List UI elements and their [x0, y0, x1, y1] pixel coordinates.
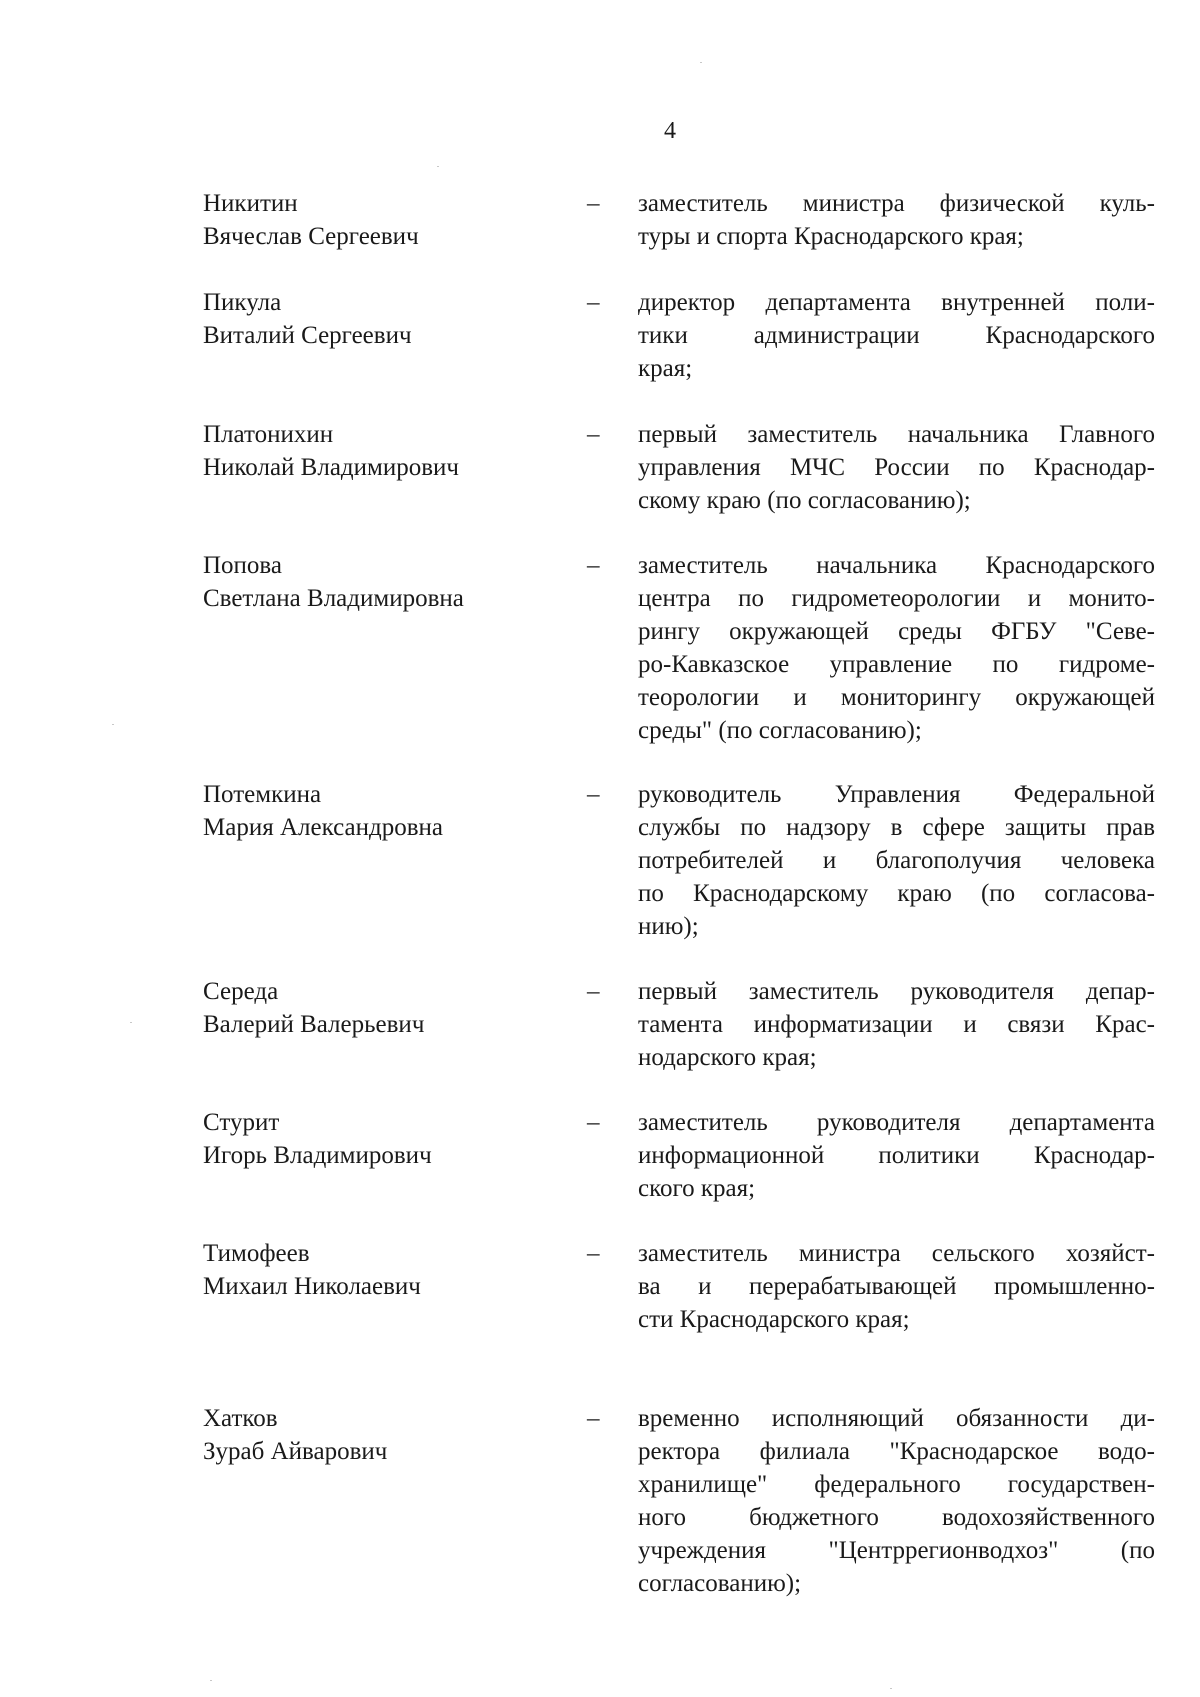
- scan-speck: [437, 166, 439, 167]
- dash-separator: –: [587, 781, 600, 808]
- role-line: первый заместитель начальника Главного: [638, 421, 1155, 448]
- member-role: [638, 418, 1155, 517]
- member-surname: Хатков: [203, 1405, 278, 1432]
- role-line: временно исполняющий обязанности ди-: [638, 1405, 1155, 1432]
- role-line: скому краю (по согласованию);: [638, 487, 971, 514]
- member-role: [638, 1402, 1155, 1600]
- dash-separator: –: [587, 978, 600, 1005]
- member-role: [638, 1106, 1155, 1205]
- role-line: ского края;: [638, 1175, 756, 1202]
- scan-speck: [112, 724, 114, 725]
- role-line: теорологии и мониторингу окружающей: [638, 684, 1155, 711]
- dash-separator: –: [587, 1109, 600, 1136]
- role-line: рингу окружающей среды ФГБУ "Севе-: [638, 618, 1155, 645]
- role-line: ва и перерабатывающей промышленно-: [638, 1273, 1155, 1300]
- member-name: [203, 1402, 563, 1468]
- role-line: хранилище" федерального государствен-: [638, 1471, 1155, 1498]
- role-line: управления МЧС России по Краснодар-: [638, 454, 1155, 481]
- scan-speck: [130, 1022, 132, 1023]
- role-line: директор департамента внутренней поли-: [638, 289, 1155, 316]
- role-line: нию);: [638, 913, 699, 940]
- role-line: сти Краснодарского края;: [638, 1306, 910, 1333]
- member-surname: Стурит: [203, 1109, 280, 1136]
- member-surname: Платонихин: [203, 421, 334, 448]
- member-surname: Попова: [203, 552, 283, 579]
- role-line: заместитель руководителя департамента: [638, 1109, 1155, 1136]
- member-name: [203, 549, 563, 615]
- dash-separator: –: [587, 190, 600, 217]
- dash-separator: –: [587, 552, 600, 579]
- member-surname: Середа: [203, 978, 279, 1005]
- role-line: края;: [638, 355, 693, 382]
- member-role: [638, 975, 1155, 1074]
- member-role: [638, 187, 1155, 253]
- member-given-name: Вячеслав Сергеевич: [203, 223, 419, 250]
- role-line: туры и спорта Краснодарского края;: [638, 223, 1024, 250]
- role-line: руководитель Управления Федеральной: [638, 781, 1155, 808]
- member-given-name: Михаил Николаевич: [203, 1273, 421, 1300]
- member-role: [638, 1237, 1155, 1336]
- member-name: [203, 1237, 563, 1303]
- dash-separator: –: [587, 1240, 600, 1267]
- member-given-name: Мария Александровна: [203, 814, 443, 841]
- role-line: учреждения "Центррегионводхоз" (по: [638, 1537, 1155, 1564]
- member-surname: Пикула: [203, 289, 282, 316]
- role-line: ректора филиала "Краснодарское водо-: [638, 1438, 1155, 1465]
- member-name: [203, 975, 563, 1041]
- member-given-name: Валерий Валерьевич: [203, 1011, 425, 1038]
- member-given-name: Светлана Владимировна: [203, 585, 464, 612]
- member-given-name: Игорь Владимирович: [203, 1142, 432, 1169]
- scan-speck: [700, 62, 702, 63]
- role-line: согласованию);: [638, 1570, 802, 1597]
- scan-speck: [890, 1688, 892, 1689]
- member-role: [638, 549, 1155, 747]
- role-line: службы по надзору в сфере защиты прав: [638, 814, 1155, 841]
- member-name: [203, 286, 563, 352]
- role-line: заместитель министра физической куль-: [638, 190, 1155, 217]
- member-name: [203, 187, 563, 253]
- role-line: заместитель министра сельского хозяйст-: [638, 1240, 1155, 1267]
- scan-speck: [210, 1680, 212, 1681]
- role-line: ро-Кавказское управление по гидроме-: [638, 651, 1155, 678]
- member-role: [638, 778, 1155, 943]
- member-surname: Потемкина: [203, 781, 322, 808]
- role-line: ного бюджетного водохозяйственного: [638, 1504, 1155, 1531]
- role-line: заместитель начальника Краснодарского: [638, 552, 1155, 579]
- member-name: [203, 778, 563, 844]
- member-name: [203, 1106, 563, 1172]
- role-line: среды" (по согласованию);: [638, 717, 922, 744]
- role-line: центра по гидрометеорологии и монито-: [638, 585, 1155, 612]
- role-line: по Краснодарскому краю (по согласова-: [638, 880, 1155, 907]
- member-surname: Никитин: [203, 190, 298, 217]
- dash-separator: –: [587, 289, 600, 316]
- page-number: 4: [664, 118, 676, 144]
- role-line: тамента информатизации и связи Крас-: [638, 1011, 1155, 1038]
- dash-separator: –: [587, 1405, 600, 1432]
- member-surname: Тимофеев: [203, 1240, 310, 1267]
- dash-separator: –: [587, 421, 600, 448]
- role-line: информационной политики Краснодар-: [638, 1142, 1155, 1169]
- role-line: потребителей и благополучия человека: [638, 847, 1155, 874]
- role-line: первый заместитель руководителя депар-: [638, 978, 1155, 1005]
- role-line: тики администрации Краснодарского: [638, 322, 1155, 349]
- member-given-name: Николай Владимирович: [203, 454, 459, 481]
- member-role: [638, 286, 1155, 385]
- member-given-name: Зураб Айварович: [203, 1438, 388, 1465]
- member-name: [203, 418, 563, 484]
- role-line: нодарского края;: [638, 1044, 817, 1071]
- member-given-name: Виталий Сергеевич: [203, 322, 412, 349]
